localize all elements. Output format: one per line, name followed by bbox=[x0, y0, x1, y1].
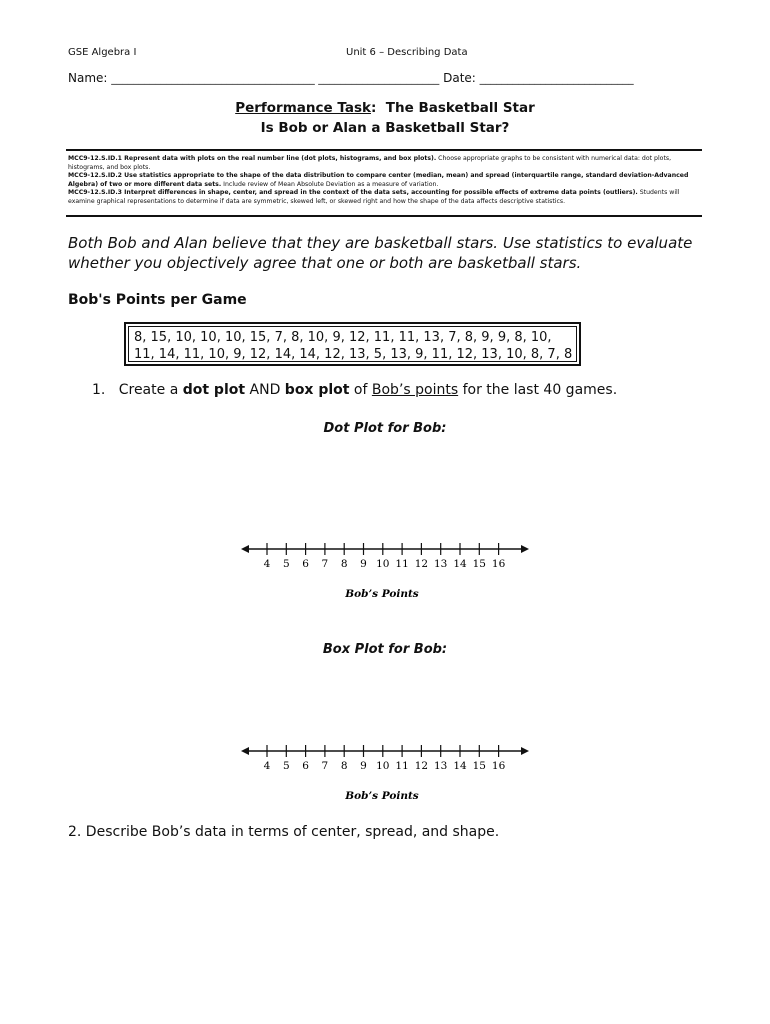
standards-top-rule bbox=[66, 149, 702, 151]
date-blank: ____________________________ bbox=[479, 72, 634, 85]
right-arrow-icon bbox=[521, 747, 529, 755]
tick-label: 12 bbox=[414, 760, 429, 772]
tick-label: 13 bbox=[434, 558, 448, 570]
question-2: 2. Describe Bob’s data in terms of center, spread, and shape. bbox=[68, 824, 500, 840]
question-1-text-c: of bbox=[349, 382, 372, 398]
tick-label: 10 bbox=[376, 760, 390, 772]
task-title-colon: : bbox=[370, 100, 377, 116]
question-1-text-d: for the last 40 games. bbox=[458, 382, 618, 398]
box-plot-ticks bbox=[264, 745, 506, 772]
question-1-underlined: Bob’s points bbox=[371, 382, 459, 398]
course-header: GSE Algebra I bbox=[68, 47, 137, 58]
tick-label: 5 bbox=[282, 760, 290, 772]
name-label: Name: bbox=[68, 71, 108, 85]
tick-label: 15 bbox=[472, 760, 486, 772]
standard-2: MCC9-12.S.ID.2 Use statistics appropriate to the shape of the data distribution to compare center (median, mean) and spread (interquartile range, standard deviation-Advanced Algebra) of two or more different data sets. Include review of Mean Absolute Deviation as a measure of variation. bbox=[68, 172, 689, 188]
standards-block bbox=[68, 155, 702, 207]
tick-label: 10 bbox=[376, 558, 390, 570]
tick-label: 4 bbox=[263, 558, 271, 570]
box-plot-axis[interactable] bbox=[236, 740, 536, 810]
dot-plot-axis-label: Bob’s Points bbox=[345, 588, 419, 600]
tick-label: 16 bbox=[491, 558, 506, 570]
standard-3: MCC9-12.S.ID.3 Interpret differences in shape, center, and spread in the context of the data sets, accounting for possible effects of extreme data points (outliers). Students will examine graphical representations to determine if data are symmetric, skewed left, or skewed right and how the shape of the data affects descriptive statistics. bbox=[68, 189, 680, 205]
tick-label: 13 bbox=[434, 760, 448, 772]
left-arrow-icon bbox=[241, 545, 249, 553]
bob-data-inner bbox=[128, 326, 577, 362]
tick-label: 11 bbox=[395, 760, 409, 772]
standards-bottom-rule bbox=[66, 215, 702, 217]
question-1-bold-2: box plot bbox=[284, 382, 350, 398]
intro-text: Both Bob and Alan believe that they are basketball stars. Use statistics to evaluate whether you objectively agree that one or both are basketball stars. bbox=[68, 234, 693, 272]
standard-1: MCC9-12.S.ID.1 Represent data with plots on the real number line (dot plots, histograms, and box plots). Choose appropriate graphs to be consistent with numerical data: dot plots, histograms, and box plots. bbox=[68, 155, 672, 171]
task-title bbox=[0, 100, 770, 116]
dot-plot-title: Dot Plot for Bob: bbox=[323, 421, 447, 436]
tick-label: 15 bbox=[472, 558, 486, 570]
left-arrow-icon bbox=[241, 747, 249, 755]
dot-plot-number-line bbox=[241, 545, 529, 553]
dot-plot-ticks bbox=[264, 543, 506, 570]
bob-data-box bbox=[124, 322, 581, 366]
question-1-number: 1. bbox=[92, 382, 106, 398]
tick-label: 6 bbox=[302, 558, 309, 570]
tick-label: 8 bbox=[340, 558, 348, 570]
date-label: Date: bbox=[443, 71, 476, 85]
tick-label: 14 bbox=[453, 558, 467, 570]
right-arrow-icon bbox=[521, 545, 529, 553]
bob-heading: Bob's Points per Game bbox=[68, 292, 247, 308]
bob-data-line-2: 11, 14, 11, 10, 9, 12, 14, 14, 12, 13, 5, 13, 9, 11, 12, 13, 10, 8, 7, 8 bbox=[134, 347, 573, 362]
tick-label: 12 bbox=[414, 558, 429, 570]
tick-label: 8 bbox=[340, 760, 348, 772]
tick-label: 16 bbox=[491, 760, 506, 772]
task-title-prefix: Performance Task bbox=[235, 100, 371, 116]
question-1-text-a: Create a bbox=[118, 382, 183, 398]
box-plot-number-line bbox=[241, 747, 529, 755]
task-subtitle: Is Bob or Alan a Basketball Star? bbox=[260, 120, 510, 136]
tick-label: 4 bbox=[263, 760, 271, 772]
box-plot-axis-label: Bob’s Points bbox=[345, 790, 419, 802]
tick-label: 6 bbox=[302, 760, 309, 772]
tick-label: 14 bbox=[453, 760, 467, 772]
name-blank: _____________________________________ ______________________ bbox=[111, 72, 440, 85]
box-plot-title: Box Plot for Bob: bbox=[322, 642, 448, 657]
question-1-text-b: AND bbox=[245, 382, 285, 398]
tick-label: 9 bbox=[360, 558, 367, 570]
bob-data-line-1: 8, 15, 10, 10, 10, 15, 7, 8, 10, 9, 12, 11, 11, 13, 7, 8, 9, 9, 8, 10, bbox=[134, 330, 552, 345]
task-title-rest: The Basketball Star bbox=[376, 100, 535, 116]
unit-header: Unit 6 – Describing Data bbox=[346, 47, 468, 58]
question-1-bold-1: dot plot bbox=[182, 382, 246, 398]
question-1 bbox=[92, 382, 617, 398]
tick-label: 5 bbox=[282, 558, 290, 570]
name-date-line bbox=[68, 71, 634, 85]
tick-label: 11 bbox=[395, 558, 409, 570]
tick-label: 7 bbox=[321, 558, 329, 570]
dot-plot-axis[interactable] bbox=[236, 538, 536, 608]
tick-label: 7 bbox=[321, 760, 329, 772]
tick-label: 9 bbox=[360, 760, 367, 772]
